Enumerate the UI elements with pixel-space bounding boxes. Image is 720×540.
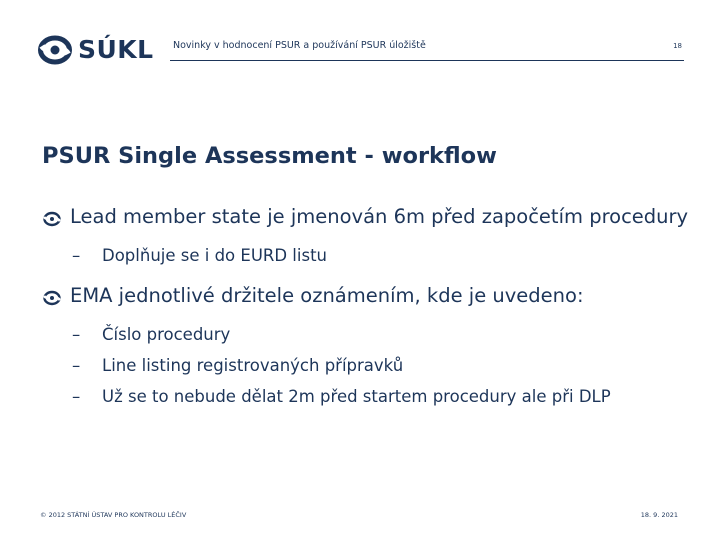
bullet-text: Lead member state je jmenován 6m před započetím procedury bbox=[70, 205, 689, 228]
sukl-bullet-icon bbox=[42, 210, 62, 228]
slide-title: PSUR Single Assessment - workflow bbox=[42, 143, 497, 169]
sub-bullet-list bbox=[42, 240, 692, 271]
sub-bullet-text: Line listing registrovaných přípravků bbox=[102, 356, 404, 375]
bullet-list bbox=[42, 200, 692, 420]
sub-bullet-text: Číslo procedury bbox=[102, 325, 231, 344]
dash-icon: – bbox=[72, 246, 81, 265]
sub-bullet-item bbox=[42, 240, 672, 271]
footer-copyright: © 2012 STÁTNÍ ÚSTAV PRO KONTROLU LÉČIV bbox=[40, 511, 187, 519]
sub-bullet-item bbox=[42, 319, 672, 350]
dash-icon: – bbox=[72, 387, 81, 406]
sub-bullet-text: Doplňuje se i do EURD listu bbox=[102, 246, 327, 265]
dash-icon: – bbox=[72, 325, 81, 344]
header-title: Novinky v hodnocení PSUR a používání PSUR úložiště bbox=[173, 40, 426, 51]
sukl-logo-icon bbox=[38, 35, 72, 65]
sub-bullet-item bbox=[42, 381, 672, 412]
header-divider bbox=[170, 60, 684, 61]
logo-text: SÚKL bbox=[78, 35, 154, 64]
sub-bullet-text: Už se to nebude dělat 2m před startem procedury ale při DLP bbox=[102, 387, 611, 406]
sukl-bullet-icon bbox=[42, 289, 62, 307]
page-number: 18 bbox=[673, 42, 682, 50]
footer-date: 18. 9. 2021 bbox=[640, 511, 678, 519]
sub-bullet-list bbox=[42, 319, 692, 412]
bullet-item bbox=[42, 279, 692, 313]
bullet-item bbox=[42, 200, 692, 234]
dash-icon: – bbox=[72, 356, 81, 375]
sukl-logo bbox=[38, 34, 154, 66]
bullet-text: EMA jednotlivé držitele oznámením, kde je uvedeno: bbox=[70, 284, 584, 307]
sub-bullet-item bbox=[42, 350, 672, 381]
